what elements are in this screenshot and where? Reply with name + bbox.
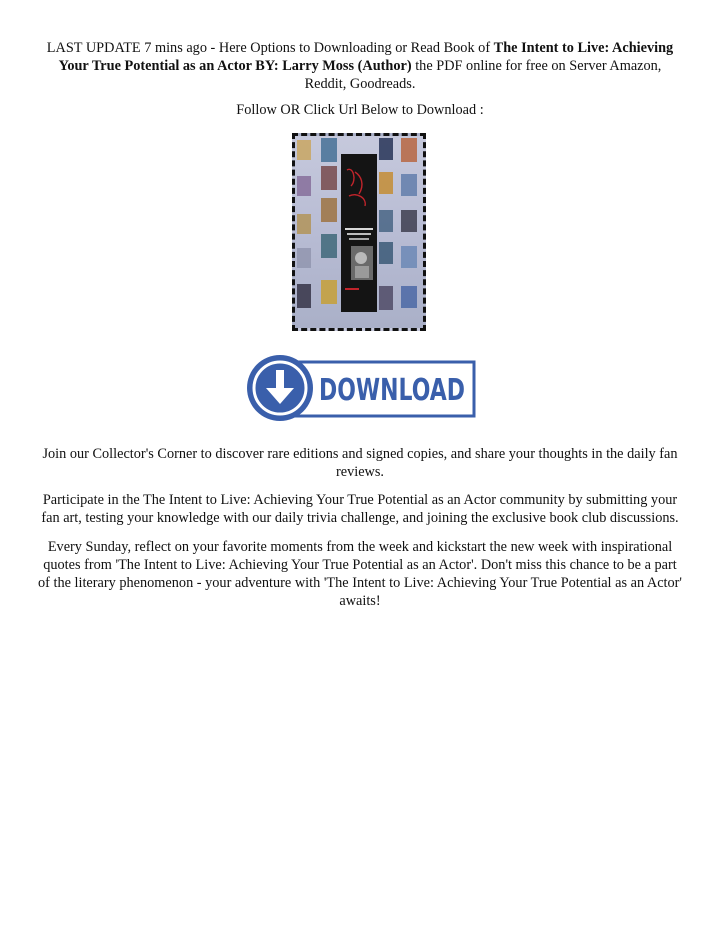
book-title-author: The Intent to Live: Achieving Your True Potential as an Actor BY: Larry Moss (Author): [58, 40, 674, 74]
book-cover-image[interactable]: [292, 133, 426, 331]
download-label: DOWNLOAD: [319, 373, 465, 408]
download-button[interactable]: [247, 355, 477, 421]
intro-prefix: LAST UPDATE 7 mins ago - Here Options to Downloading or Read Book of: [46, 40, 494, 56]
paragraph-community: Participate in the The Intent to Live: Achieving Your True Potential as an Actor community by submitting your fan art, testing your knowledge with our daily trivia challenge, and joining the exclusive book club discussions.: [41, 492, 679, 526]
paragraph-sunday-quotes: Every Sunday, reflect on your favorite moments from the week and kickstart the new week with inspirational quotes from 'The Intent to Live: Achieving Your True Potential as an Actor'. Don't miss this chance to be a part of the literary phenomenon - your adventure with 'The Intent to Live: Achieving Your True Potential as an Actor' awaits!: [37, 539, 682, 609]
paragraph-collectors-corner: Join our Collector's Corner to discover rare editions and signed copies, and share your thoughts in the daily fan reviews.: [42, 446, 678, 480]
intro-suffix: the PDF online for free on Server Amazon, Reddit, Goodreads.: [304, 58, 662, 92]
intro-text: [36, 39, 684, 93]
follow-instruction: Follow OR Click Url Below to Download :: [236, 102, 484, 118]
book-cover-collage: [295, 136, 423, 328]
